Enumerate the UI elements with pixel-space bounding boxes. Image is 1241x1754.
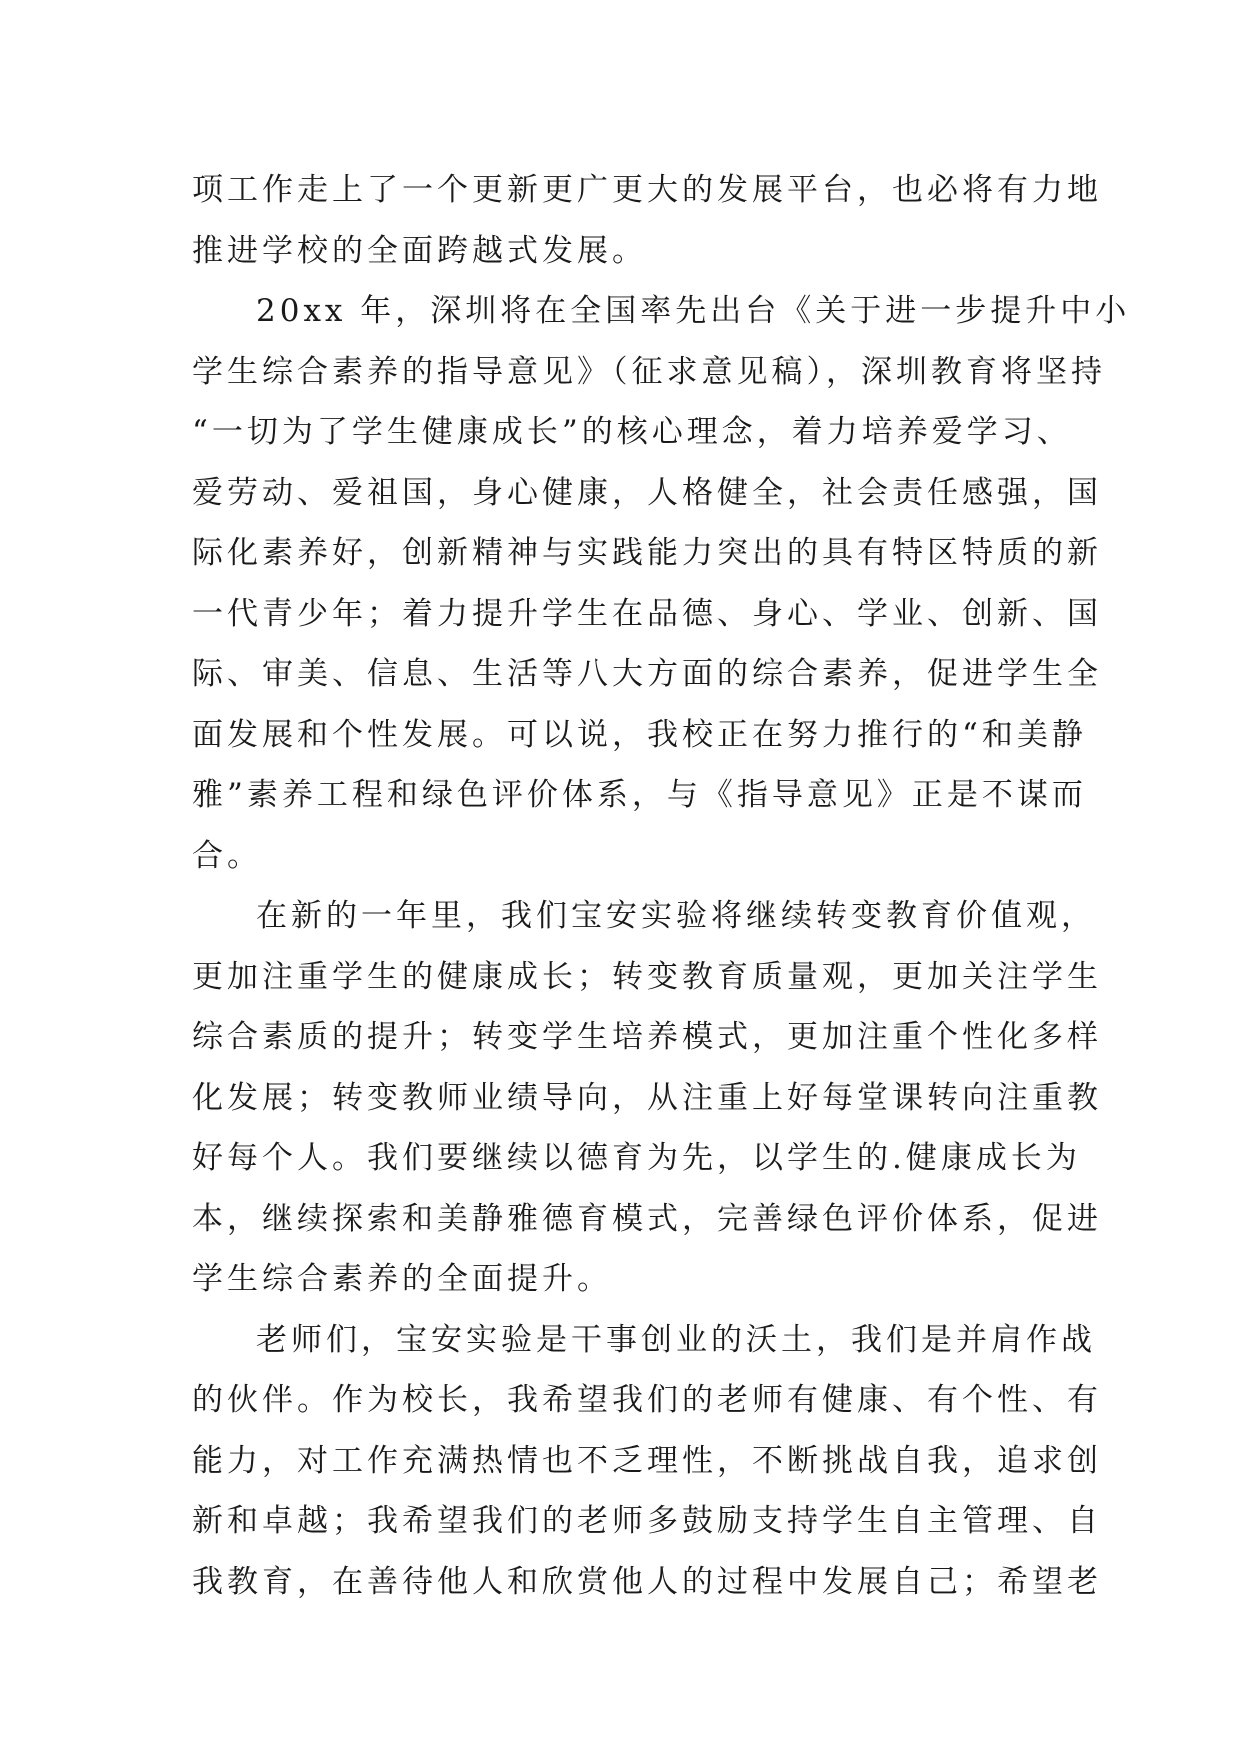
text-line: 面发展和个性发展。可以说，我校正在努力推行的“和美静 xyxy=(192,716,1087,753)
text-line: 爱劳动、爱祖国，身心健康，人格健全，社会责任感强，国 xyxy=(192,474,1102,511)
text-line: 化发展；转变教师业绩导向，从注重上好每堂课转向注重教 xyxy=(192,1079,1102,1116)
text-line: 好每个人。我们要继续以德育为先，以学生的.健康成长为 xyxy=(192,1140,1081,1176)
text-line: 更加注重学生的健康成长；转变教育质量观，更加关注学生 xyxy=(192,958,1102,995)
body-text xyxy=(192,160,1131,1612)
text-line: 能力，对工作充满热情也不乏理性，不断挑战自我，追求创 xyxy=(192,1442,1102,1479)
text-line: 际化素养好，创新精神与实践能力突出的具有特区特质的新 xyxy=(192,535,1102,571)
text-line: 的伙伴。作为校长，我希望我们的老师有健康、有个性、有 xyxy=(192,1382,1102,1418)
text-line: 合。 xyxy=(192,837,262,874)
text-line: 新和卓越；我希望我们的老师多鼓励支持学生自主管理、自 xyxy=(192,1503,1102,1539)
text-line: 我教育，在善待他人和欣赏他人的过程中发展自己；希望老 xyxy=(192,1563,1102,1600)
text-line: “一切为了学生健康成长”的核心理念，着力培养爱学习、 xyxy=(192,414,1072,450)
text-line: 雅”素养工程和绿色评价体系，与《指导意见》正是不谋而 xyxy=(192,777,1087,813)
text-line: 在新的一年里，我们宝安实验将继续转变教育价值观， xyxy=(256,898,1096,934)
text-line: 一代青少年；着力提升学生在品德、身心、学业、创新、国 xyxy=(192,595,1102,632)
text-line: 老师们，宝安实验是干事创业的沃土，我们是并肩作战 xyxy=(256,1321,1096,1358)
text-line: 际、审美、信息、生活等八大方面的综合素养，促进学生全 xyxy=(192,656,1102,692)
text-line: 综合素质的提升；转变学生培养模式，更加注重个性化多样 xyxy=(192,1019,1102,1055)
text-line: 本，继续探索和美静雅德育模式，完善绿色评价体系，促进 xyxy=(192,1200,1102,1237)
text-line: 学生综合素养的指导意见》（征求意见稿），深圳教育将坚持 xyxy=(192,353,1106,390)
text-line: 推进学校的全面跨越式发展。 xyxy=(192,232,647,269)
text-line: 学生综合素养的全面提升。 xyxy=(192,1261,612,1297)
text-line: 项工作走上了一个更新更广更大的发展平台，也必将有力地 xyxy=(192,172,1102,208)
text-line: 20xx 年，深圳将在全国率先出台《关于进一步提升中小 xyxy=(256,293,1131,329)
